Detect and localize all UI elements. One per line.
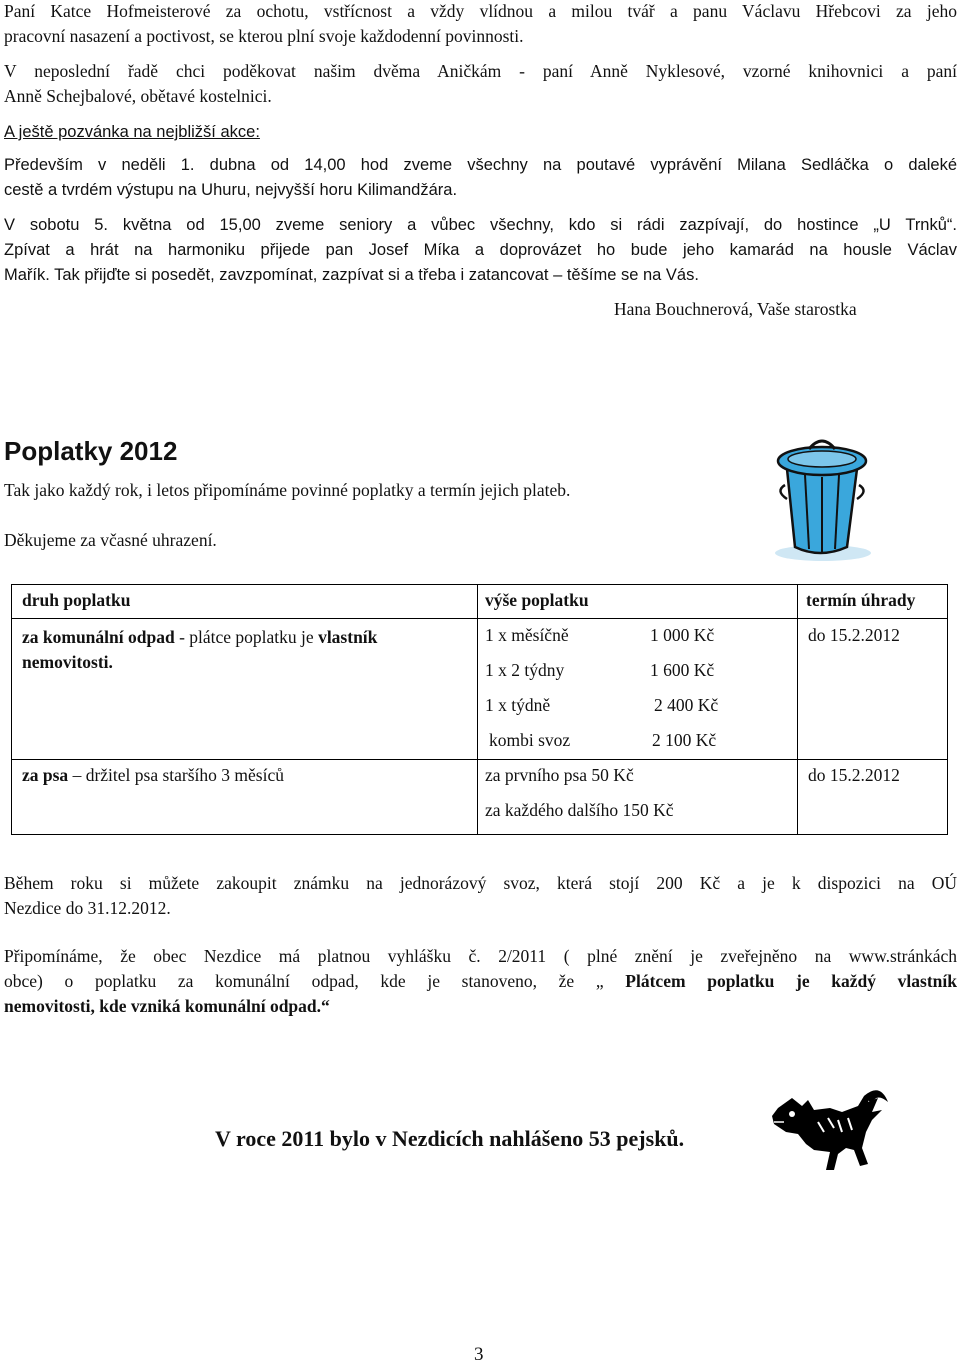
dog-eye — [789, 1111, 795, 1117]
header-deadline-cell — [798, 585, 948, 619]
decree-line-1: Připomínáme, že obec Nezdice má platnou vyhlášku č. 2/2011 ( plné znění je zveřejněno na www.stránkách — [4, 946, 957, 966]
waste-rate-label: 1 x 2 týdny — [485, 660, 565, 680]
header-amount: výše poplatku — [485, 590, 589, 610]
waste-type — [22, 625, 377, 675]
decree-line-2-text: obce) o poplatku za komunální odpad, kde je stanoveno, že „ — [4, 971, 626, 991]
signature: Hana Bouchnerová, Vaše starostka — [614, 299, 857, 319]
waste-rate-label: kombi svoz — [489, 730, 571, 750]
dog-type-bold: za psa — [22, 765, 69, 785]
fees-intro: Tak jako každý rok, i letos připomínáme povinné poplatky a termín jejich plateb. — [4, 480, 571, 500]
decree-line-2-bold: Plátcem poplatku je každý vlastník — [625, 971, 957, 991]
event-2-line-1: V sobotu 5. května od 15,00 zveme seniory a vůbec všechny, kdo si rádi zazpívají, do hostince „U Trnků“. — [4, 216, 957, 234]
dog-next-fee: za každého dalšího 150 Kč — [485, 800, 674, 820]
thanks-paragraph-2-line-2: Anně Schejbalové, obětavé kostelnici. — [4, 86, 272, 106]
event-1-paragraph — [4, 153, 957, 203]
fees-title: Poplatky 2012 — [4, 436, 178, 466]
sticker-line-2: Nezdice do 31.12.2012. — [4, 898, 171, 918]
sticker-line-1: Během roku si můžete zakoupit známku na jednorázový svoz, která stojí 200 Kč a je k dispozici na OÚ — [4, 873, 957, 893]
trash-lid-rim — [788, 451, 856, 467]
dog-first-fee: za prvního psa 50 Kč — [485, 765, 634, 785]
event-2-line-2: Zpívat a hrát na harmoniku přijede pan Josef Míka a doprovázet ho bude jeho kamarád na housle Václav — [4, 241, 957, 259]
header-type-cell — [12, 585, 478, 619]
waste-rate-label: 1 x měsíčně — [485, 625, 569, 645]
waste-deadline-cell — [798, 619, 948, 760]
fees-row-dog — [12, 760, 948, 835]
dog-icon — [768, 1088, 892, 1184]
waste-type-rest: - plátce poplatku je — [174, 627, 319, 647]
trash-side-handle-right — [857, 485, 864, 499]
waste-rate-price: 2 400 Kč — [654, 695, 719, 715]
trash-can-icon — [765, 425, 875, 565]
fees-table-header-row — [12, 585, 948, 619]
event-1-line-2: cestě a tvrdém výstupu na Uhuru, nejvyšší horu Kilimandžára. — [4, 181, 458, 199]
waste-deadline: do 15.2.2012 — [808, 625, 900, 645]
fees-thanks: Děkujeme za včasné uhrazení. — [4, 530, 217, 550]
decree-line-3 — [4, 994, 957, 1019]
header-type: druh poplatku — [22, 590, 131, 610]
dog-type-rest: – držitel psa staršího 3 měsíců — [68, 765, 284, 785]
dog-deadline: do 15.2.2012 — [808, 765, 900, 785]
sticker-paragraph — [4, 871, 957, 921]
dogs-count-statement: V roce 2011 bylo v Nezdicích nahlášeno 53 pejsků. — [215, 1126, 685, 1151]
decree-line-3-bold: nemovitosti, kde vzniká komunální odpad.“ — [4, 996, 330, 1016]
dog-type-cell — [12, 760, 478, 835]
waste-type-owner: vlastník — [318, 627, 378, 647]
dog-deadline-cell — [798, 760, 948, 835]
dog-type — [22, 765, 284, 786]
invitation-heading — [4, 120, 260, 145]
invitation-heading-text: A ještě pozvánka na nejbližší akce: — [4, 123, 260, 141]
decree-line-2 — [4, 969, 957, 994]
dog-amount-cell — [478, 760, 798, 835]
dog-body — [772, 1092, 882, 1170]
waste-rate-price: 1 600 Kč — [650, 660, 715, 680]
fees-table — [11, 584, 948, 835]
waste-rate-price: 1 000 Kč — [650, 625, 715, 645]
thanks-paragraph-2 — [4, 59, 957, 109]
thanks-paragraph-1-line-2: pracovní nasazení a poctivost, se kterou plní svoje každodenní povinnosti. — [4, 26, 524, 46]
event-1-line-1: Především v neděli 1. dubna od 14,00 hod zveme všechny na poutavé vyprávění Milana Sedláčka o daleké — [4, 156, 957, 174]
page-number: 3 — [474, 1344, 484, 1365]
event-2-paragraph — [4, 213, 957, 288]
fees-row-waste — [12, 619, 948, 760]
waste-type-bold: za komunální odpad — [22, 627, 175, 647]
thanks-paragraph-1 — [4, 0, 957, 49]
trash-side-handle-left — [780, 485, 787, 499]
waste-rate-label: 1 x týdně — [485, 695, 551, 715]
header-deadline: termín úhrady — [806, 590, 916, 610]
waste-amount-cell — [478, 619, 798, 760]
event-2-line-3: Mařík. Tak přijďte si posedět, zavzpomínat, zazpívat si a třeba i zatancovat – těšíme se na Vás. — [4, 266, 699, 284]
decree-paragraph — [4, 944, 957, 1019]
header-amount-cell — [478, 585, 798, 619]
waste-type-property: nemovitosti. — [22, 652, 113, 672]
thanks-paragraph-2-line-1: V neposlední řadě chci poděkovat našim dvěma Aničkám - paní Anně Nyklesové, vzorné knihovnici a paní — [4, 61, 957, 81]
waste-type-cell — [12, 619, 478, 760]
waste-rate-price: 2 100 Kč — [652, 730, 717, 750]
thanks-paragraph-1-line-1: Paní Katce Hofmeisterové za ochotu, vstřícnost a vždy vlídnou a milou tvář a panu Václavu Hřebcovi za jeho — [4, 1, 957, 21]
